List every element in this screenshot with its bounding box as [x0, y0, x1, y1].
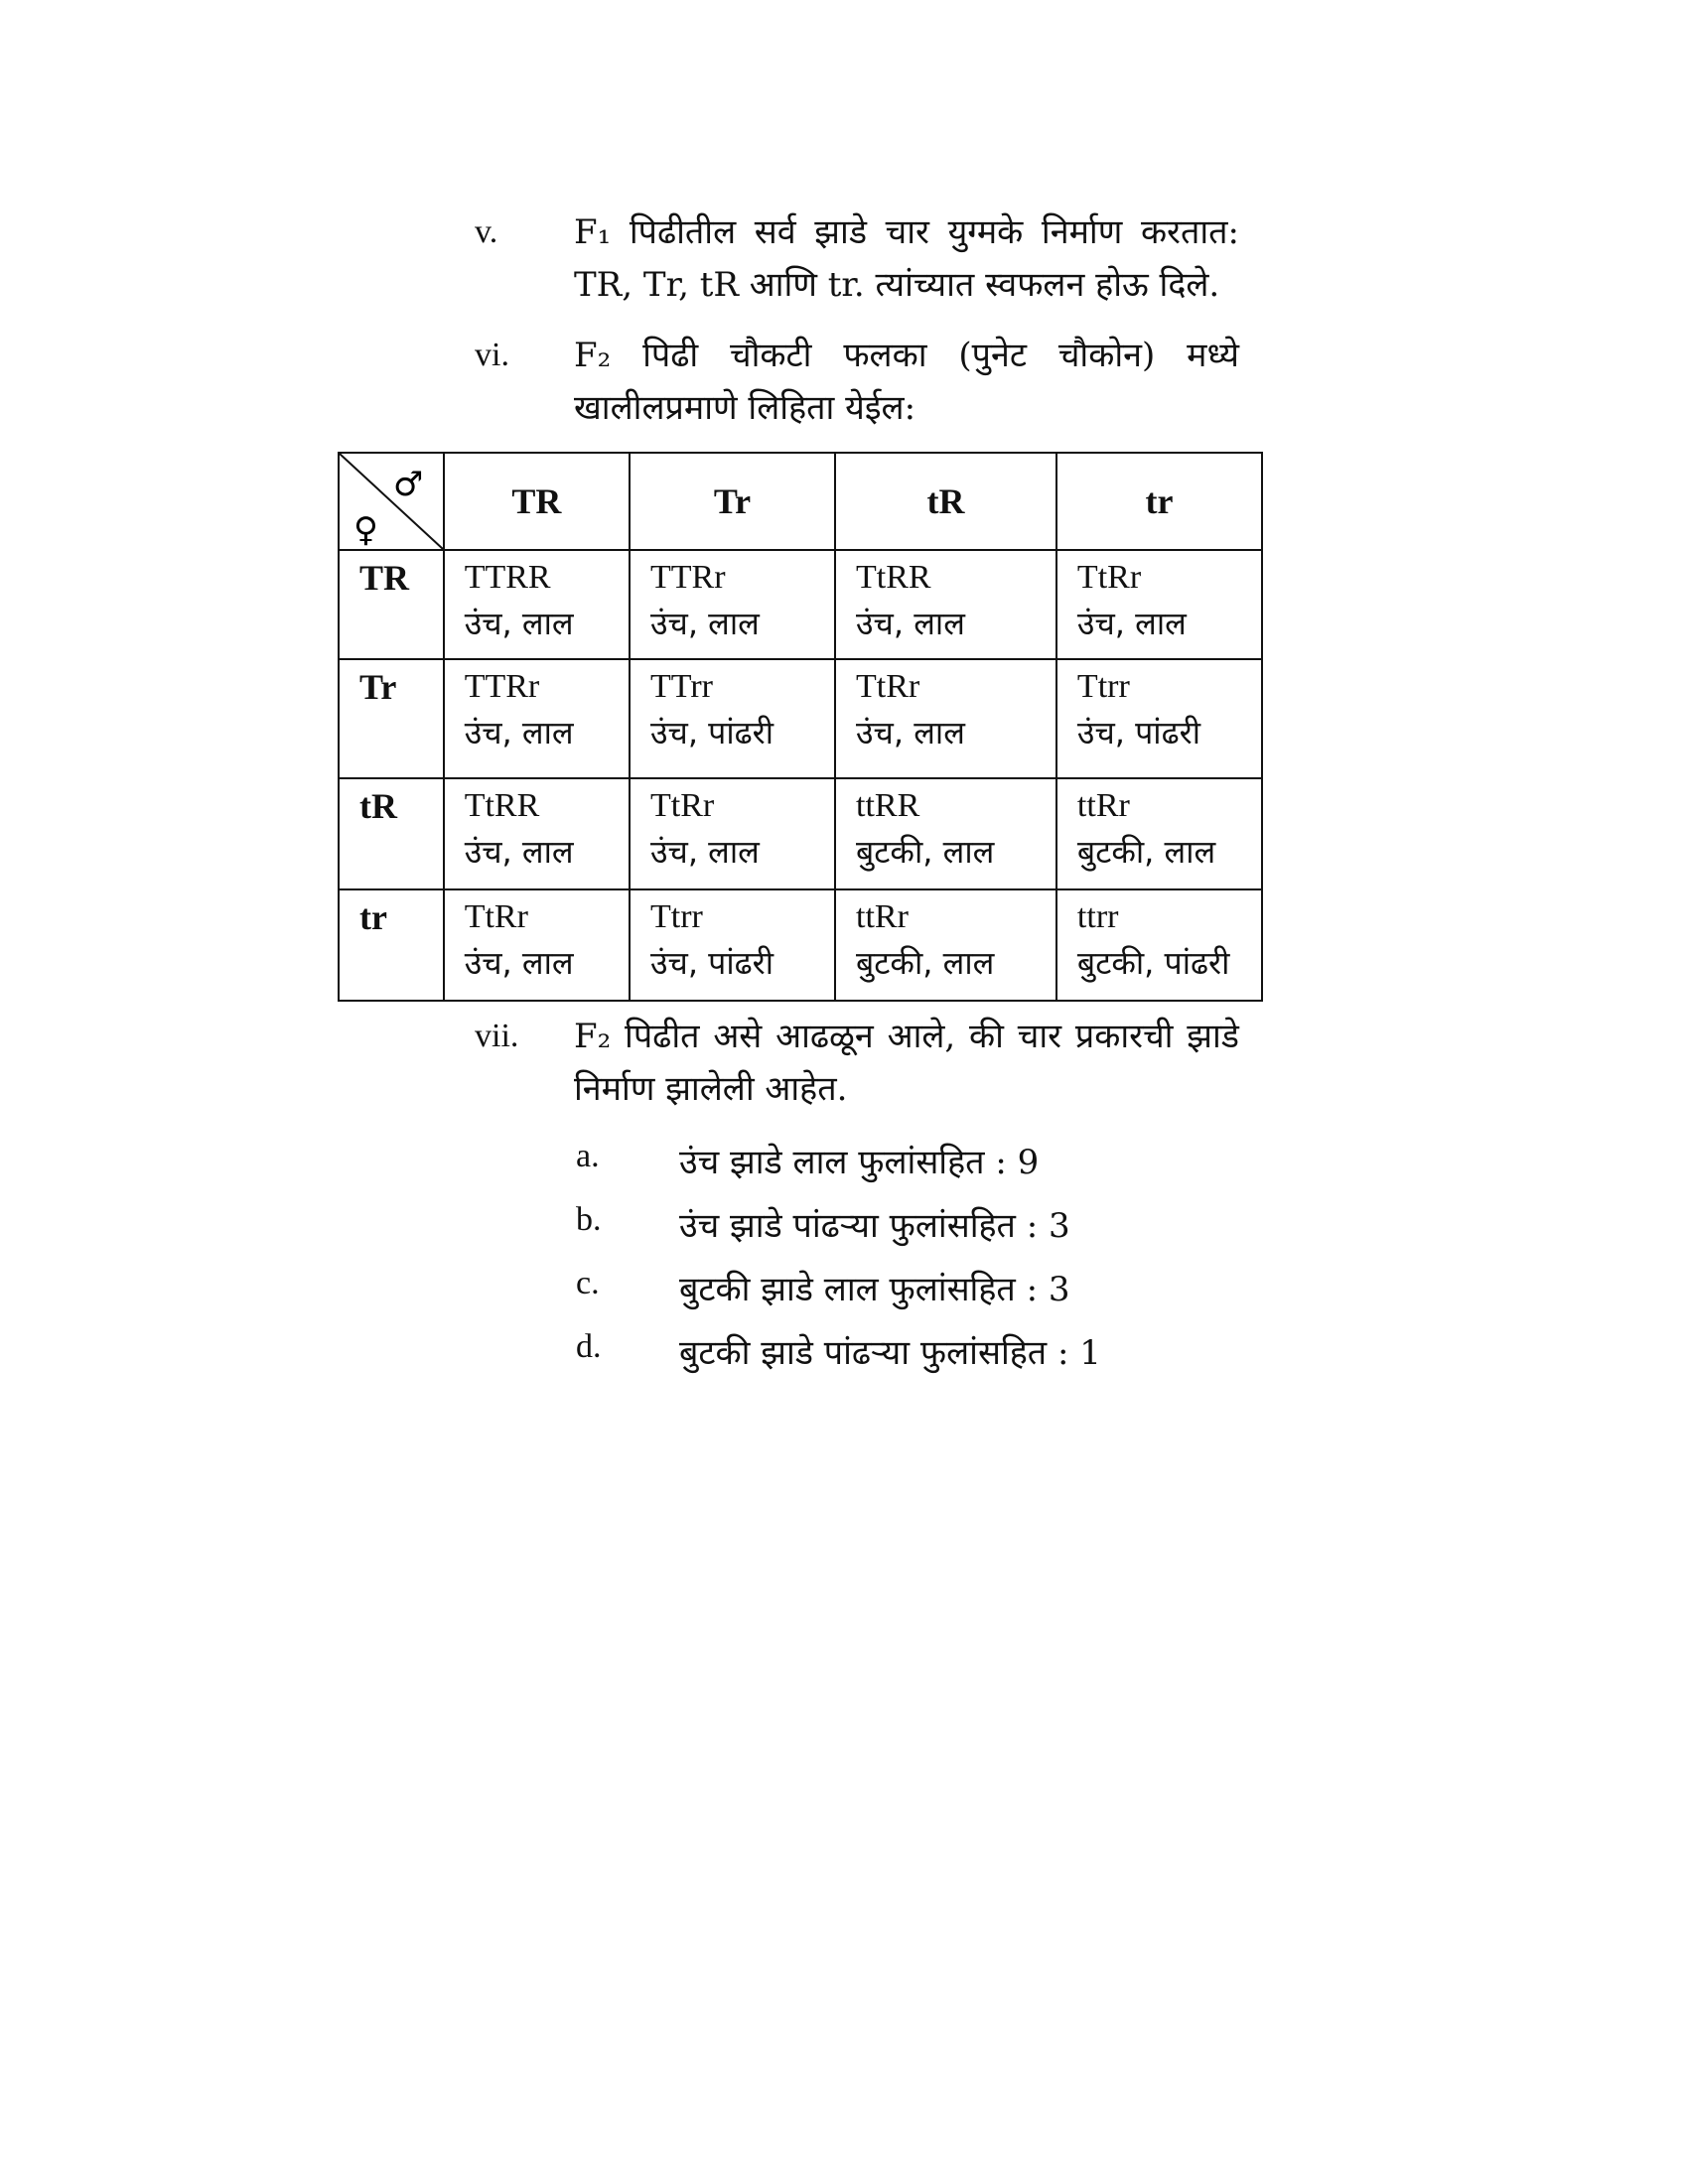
table-cell: [1056, 659, 1262, 778]
genotype: ttRr: [856, 898, 909, 935]
table-row: [339, 889, 1262, 1001]
table-row: [339, 778, 1262, 889]
row-header: TR: [339, 550, 444, 659]
genotype: ttRr: [1076, 787, 1130, 824]
genotype: ttrr: [1076, 898, 1119, 935]
phenotype: बुटकी, लाल: [856, 943, 995, 982]
table-cell: [835, 778, 1056, 889]
item-number: vii.: [475, 1018, 519, 1054]
phenotype: उंच, पांढरी: [1076, 713, 1200, 751]
diagonal-divider: [340, 454, 443, 549]
column-header: TR: [444, 453, 630, 550]
item-number: vi.: [475, 337, 509, 373]
phenotype: उंच, लाल: [649, 832, 760, 871]
genotype: TtRR: [856, 559, 931, 596]
row-header: tR: [339, 778, 444, 889]
result-text: बुटकी झाडे पांढऱ्या फुलांसहित : 1: [679, 1333, 1101, 1373]
phenotype: बुटकी, पांढरी: [1076, 943, 1230, 982]
genotype: TtRR: [464, 787, 540, 824]
corner-cell: [339, 453, 444, 550]
genotype: Ttrr: [1076, 668, 1130, 705]
item-number: v.: [475, 213, 498, 250]
genotype: TTRr: [464, 668, 540, 705]
item-text: F₂ पिढीत असे आढळून आले, की चार प्रकारची झाडे निर्माण झालेली आहेत.: [574, 1017, 1239, 1109]
table-header-row: [339, 453, 1262, 550]
punnett-square-table: [338, 452, 1263, 1002]
phenotype: उंच, लाल: [464, 604, 574, 642]
phenotype: उंच, लाल: [1076, 604, 1187, 642]
phenotype: उंच, लाल: [464, 943, 574, 982]
table-row: [339, 659, 1262, 778]
female-symbol-icon: ♀: [353, 510, 378, 549]
result-letter: c.: [576, 1265, 600, 1301]
phenotype: उंच, लाल: [649, 604, 760, 642]
result-letter: d.: [576, 1328, 602, 1365]
item-text: F₁ पिढीतील सर्व झाडे चार युग्मके निर्माण करतात: TR, Tr, tR आणि tr. त्यांच्यात स्वफलन होऊ दिले.: [574, 212, 1239, 305]
result-text: उंच झाडे लाल फुलांसहित : 9: [679, 1143, 1040, 1182]
phenotype: उंच, पांढरी: [649, 713, 774, 751]
genotype: TtRr: [464, 898, 528, 935]
genotype: TtRr: [1076, 559, 1142, 596]
table-cell: [835, 659, 1056, 778]
table-cell: [1056, 550, 1262, 659]
table-cell: [630, 659, 835, 778]
table-cell: [444, 659, 630, 778]
genotype: ttRR: [856, 787, 920, 824]
phenotype: उंच, पांढरी: [649, 943, 774, 982]
genotype: TTRR: [464, 559, 551, 596]
item-text: F₂ पिढी चौकटी फलका (पुनेट चौकोन) मध्ये खालीलप्रमाणे लिहिता येईल:: [574, 336, 1239, 428]
result-text: उंच झाडे पांढऱ्या फुलांसहित : 3: [679, 1206, 1070, 1246]
table-cell: [630, 550, 835, 659]
genotype: TtRr: [649, 787, 715, 824]
table-row: [339, 550, 1262, 659]
table-cell: [835, 889, 1056, 1001]
phenotype: उंच, लाल: [464, 832, 574, 871]
phenotype: उंच, लाल: [464, 713, 574, 751]
table-cell: [630, 778, 835, 889]
column-header: tR: [835, 453, 1056, 550]
result-text: बुटकी झाडे लाल फुलांसहित : 3: [679, 1270, 1070, 1309]
table-cell: [630, 889, 835, 1001]
genotype: TtRr: [856, 668, 920, 705]
row-header: tr: [339, 889, 444, 1001]
table-cell: [444, 778, 630, 889]
row-header: Tr: [339, 659, 444, 778]
phenotype: उंच, लाल: [856, 604, 965, 642]
table-cell: [1056, 889, 1262, 1001]
genotype: TTrr: [649, 668, 713, 705]
table-cell: [835, 550, 1056, 659]
phenotype: बुटकी, लाल: [856, 832, 995, 871]
result-letter: a.: [576, 1138, 600, 1174]
result-letter: b.: [576, 1201, 602, 1238]
phenotype: उंच, लाल: [856, 713, 965, 751]
table-cell: [444, 889, 630, 1001]
phenotype: बुटकी, लाल: [1076, 832, 1216, 871]
male-symbol-icon: ♂: [393, 465, 424, 504]
column-header: tr: [1056, 453, 1262, 550]
table-cell: [1056, 778, 1262, 889]
genotype: Ttrr: [649, 898, 703, 935]
genotype: TTRr: [649, 559, 726, 596]
column-header: Tr: [630, 453, 835, 550]
table-cell: [444, 550, 630, 659]
